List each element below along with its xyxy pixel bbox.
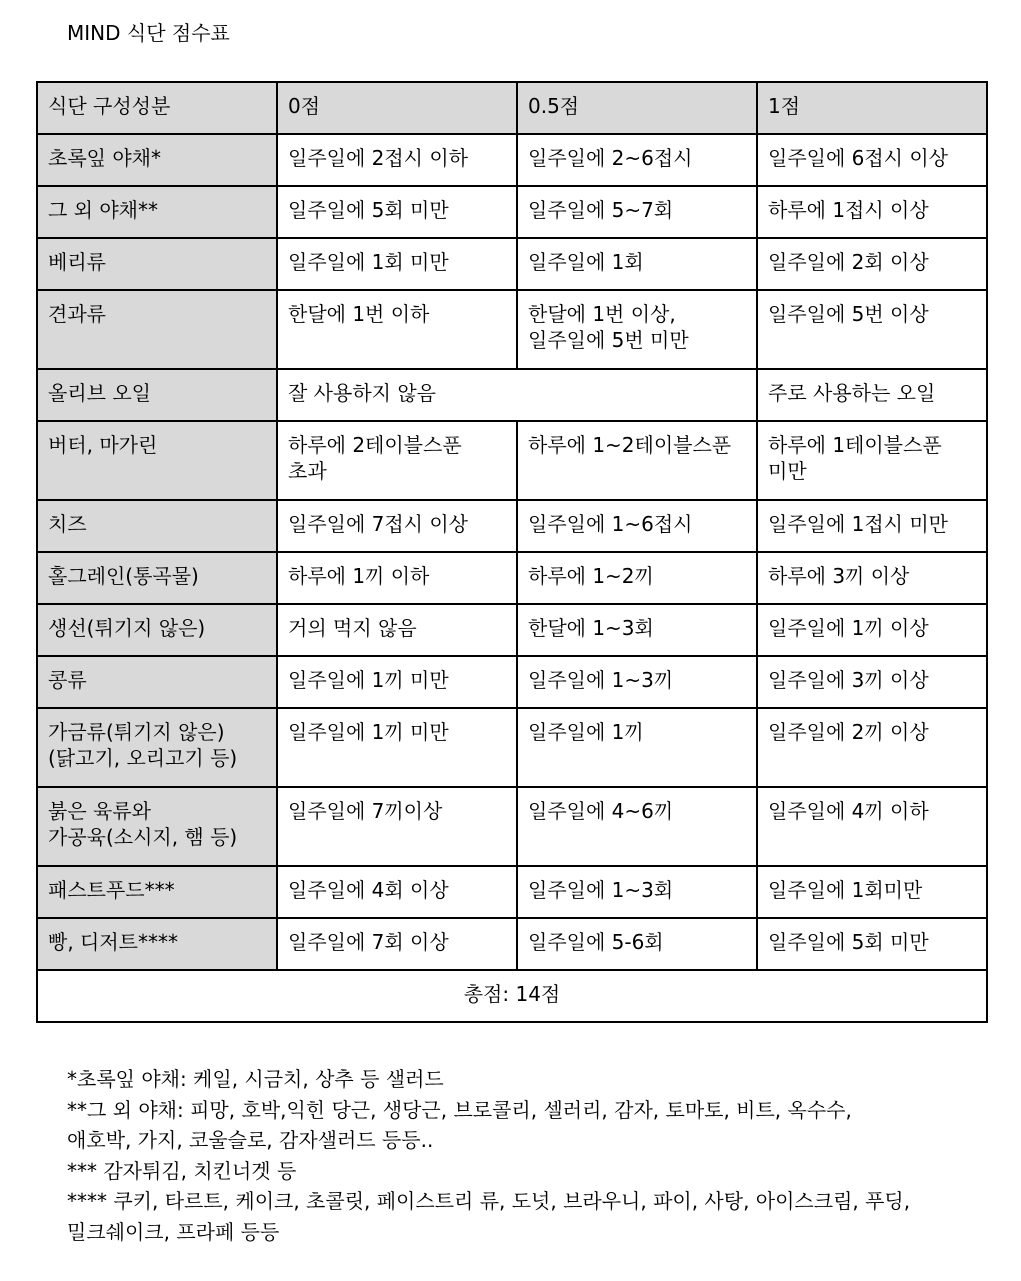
cell-text-line: 일주일에 1~3끼 <box>528 668 674 692</box>
score-05-cell <box>517 866 757 918</box>
table-row <box>37 787 987 866</box>
score-0-cell <box>277 290 517 369</box>
score-05-cell <box>517 290 757 369</box>
table-row <box>37 918 987 970</box>
cell-text-line: 가금류(튀기지 않은) <box>48 720 225 744</box>
score-0-cell <box>277 866 517 918</box>
cell-text-line: 베리류 <box>48 250 106 274</box>
diet-item-cell <box>37 369 277 421</box>
cell-text-line: 일주일에 1~3회 <box>528 878 674 902</box>
total-score-cell <box>37 970 987 1022</box>
cell-text-line: 치즈 <box>48 512 87 536</box>
score-0-cell <box>277 708 517 787</box>
table-body <box>37 82 987 1022</box>
score-05-cell <box>517 787 757 866</box>
cell-text-line: 하루에 2테이블스푼 <box>288 433 462 457</box>
score-05-cell <box>517 552 757 604</box>
cell-text-line: 일주일에 2~6접시 <box>528 146 693 170</box>
diet-item-cell <box>37 552 277 604</box>
score-1-cell <box>757 708 987 787</box>
cell-text-line: 미만 <box>768 459 807 483</box>
cell-text-line: 일주일에 7회 이상 <box>288 930 449 954</box>
total-row <box>37 970 987 1022</box>
score-1-cell <box>757 238 987 290</box>
score-05-cell <box>517 918 757 970</box>
cell-text-line: 가공육(소시지, 햄 등) <box>48 825 238 849</box>
score-1-cell <box>757 656 987 708</box>
cell-text-line: 생선(튀기지 않은) <box>48 616 206 640</box>
table-row <box>37 186 987 238</box>
cell-text-line: 버터, 마가린 <box>48 433 158 457</box>
table-row <box>37 708 987 787</box>
cell-text-line: 일주일에 5회 미만 <box>288 198 449 222</box>
score-1-cell <box>757 604 987 656</box>
cell-text-line: 일주일에 5회 미만 <box>768 930 929 954</box>
table-row <box>37 866 987 918</box>
score-1-cell <box>757 918 987 970</box>
cell-text-line: 일주일에 6접시 이상 <box>768 146 948 170</box>
score-05-cell <box>517 708 757 787</box>
cell-text-line: 총점: 14점 <box>463 982 561 1006</box>
score-0-05-merged-cell <box>277 369 757 421</box>
cell-text-line: 일주일에 1회 미만 <box>288 250 449 274</box>
document-title: MIND 식단 점수표 <box>67 21 230 45</box>
diet-item-cell <box>37 500 277 552</box>
cell-text-line: 하루에 1~2끼 <box>528 564 654 588</box>
score-0-cell <box>277 238 517 290</box>
diet-item-cell <box>37 186 277 238</box>
table-row <box>37 238 987 290</box>
cell-text-line: 초과 <box>288 459 327 483</box>
score-1-cell <box>757 500 987 552</box>
cell-text-line: 일주일에 7끼이상 <box>288 799 443 823</box>
cell-text-line: 일주일에 1끼 미만 <box>288 720 449 744</box>
table-row <box>37 552 987 604</box>
cell-text-line: 주로 사용하는 오일 <box>768 381 936 405</box>
cell-text-line: 하루에 3끼 이상 <box>768 564 910 588</box>
table-row <box>37 604 987 656</box>
header-cell-1pt: 1점 <box>757 82 987 134</box>
score-1-cell <box>757 866 987 918</box>
cell-text-line: 한달에 1~3회 <box>528 616 654 640</box>
score-05-cell <box>517 421 757 500</box>
cell-text-line: 초록잎 야채* <box>48 146 161 170</box>
cell-text-line: 그 외 야채** <box>48 198 158 222</box>
score-05-cell <box>517 238 757 290</box>
diet-item-cell <box>37 134 277 186</box>
footnote-line: **그 외 야채: 피망, 호박,익힌 당근, 생당근, 브로콜리, 셀러리, 감자, 토마토, 비트, 옥수수, <box>67 1097 852 1122</box>
cell-text-line: 홀그레인(통곡물) <box>48 564 199 588</box>
diet-item-cell <box>37 866 277 918</box>
score-1-cell <box>757 552 987 604</box>
score-1-cell <box>757 787 987 866</box>
score-0-cell <box>277 604 517 656</box>
footnote-line: *초록잎 야채: 케일, 시금치, 상추 등 샐러드 <box>67 1067 444 1091</box>
score-1-cell <box>757 134 987 186</box>
cell-text-line: 일주일에 2끼 이상 <box>768 720 929 744</box>
cell-text-line: 일주일에 2회 이상 <box>768 250 929 274</box>
cell-text-line: 일주일에 4회 이상 <box>288 878 449 902</box>
score-05-cell <box>517 656 757 708</box>
score-05-cell <box>517 186 757 238</box>
diet-item-cell <box>37 787 277 866</box>
diet-item-cell <box>37 656 277 708</box>
cell-text-line: 한달에 1번 이하 <box>288 302 430 326</box>
table-header-row <box>37 82 987 134</box>
diet-item-cell <box>37 918 277 970</box>
cell-text-line: 한달에 1번 이상, <box>528 302 676 326</box>
score-0-cell <box>277 134 517 186</box>
score-0-cell <box>277 918 517 970</box>
cell-text-line: 잘 사용하지 않음 <box>288 381 436 405</box>
cell-text-line: 콩류 <box>48 668 87 692</box>
score-0-cell <box>277 656 517 708</box>
score-05-cell <box>517 134 757 186</box>
score-0-cell <box>277 421 517 500</box>
table-row <box>37 421 987 500</box>
cell-text-line: 일주일에 5-6회 <box>528 930 664 954</box>
table-row <box>37 369 987 421</box>
header-cell-05pt: 0.5점 <box>517 82 757 134</box>
cell-text-line: 하루에 1~2테이블스푼 <box>528 433 732 457</box>
cell-text-line: 올리브 오일 <box>48 381 151 405</box>
score-0-cell <box>277 787 517 866</box>
cell-text-line: 일주일에 7접시 이상 <box>288 512 468 536</box>
cell-text-line: 빵, 디저트**** <box>48 930 178 954</box>
table-row <box>37 656 987 708</box>
footnote-line: 밀크쉐이크, 프라페 등등 <box>67 1219 280 1244</box>
diet-item-cell <box>37 604 277 656</box>
table-row <box>37 290 987 369</box>
cell-text-line: 일주일에 4끼 이하 <box>768 799 929 823</box>
table-row <box>37 134 987 186</box>
cell-text-line: 일주일에 1~6접시 <box>528 512 693 536</box>
table-row <box>37 500 987 552</box>
score-0-cell <box>277 500 517 552</box>
score-1-cell <box>757 290 987 369</box>
cell-text-line: 일주일에 5번 미만 <box>528 328 689 352</box>
cell-text-line: 패스트푸드*** <box>48 878 175 902</box>
score-1-cell <box>757 369 987 421</box>
cell-text-line: 일주일에 1끼 이상 <box>768 616 929 640</box>
cell-text-line: 일주일에 5번 이상 <box>768 302 929 326</box>
diet-item-cell <box>37 290 277 369</box>
cell-text-line: 일주일에 1회미만 <box>768 878 923 902</box>
score-0-cell <box>277 186 517 238</box>
cell-text-line: 일주일에 1끼 <box>528 720 644 744</box>
score-05-cell <box>517 604 757 656</box>
footnote-line: **** 쿠키, 타르트, 케이크, 초콜릿, 페이스트리 류, 도넛, 브라우니, 파이, 사탕, 아이스크림, 푸딩, <box>67 1189 911 1213</box>
cell-text-line: 일주일에 5~7회 <box>528 198 674 222</box>
cell-text-line: 일주일에 1끼 미만 <box>288 668 449 692</box>
cell-text-line: 하루에 1끼 이하 <box>288 564 430 588</box>
score-0-cell <box>277 552 517 604</box>
cell-text-line: 붉은 육류와 <box>48 799 151 823</box>
diet-item-cell <box>37 238 277 290</box>
cell-text-line: 일주일에 3끼 이상 <box>768 668 929 692</box>
cell-text-line: 하루에 1접시 이상 <box>768 198 929 222</box>
cell-text-line: 견과류 <box>48 302 106 326</box>
score-05-cell <box>517 500 757 552</box>
score-1-cell <box>757 186 987 238</box>
cell-text-line: 일주일에 1회 <box>528 250 644 274</box>
score-1-cell <box>757 421 987 500</box>
cell-text-line: 거의 먹지 않음 <box>288 616 417 640</box>
mind-diet-score-table <box>36 81 988 1023</box>
cell-text-line: 일주일에 4~6끼 <box>528 799 674 823</box>
cell-text-line: 일주일에 2접시 이하 <box>288 146 468 170</box>
cell-text-line: 하루에 1테이블스푼 <box>768 433 942 457</box>
cell-text-line: 일주일에 1접시 미만 <box>768 512 948 536</box>
header-cell-item: 식단 구성성분 <box>37 82 277 134</box>
footnotes <box>67 1064 987 1247</box>
footnote-line: *** 감자튀김, 치킨너겟 등 <box>67 1158 297 1183</box>
header-cell-0pt: 0점 <box>277 82 517 134</box>
cell-text-line: (닭고기, 오리고기 등) <box>48 746 238 770</box>
diet-item-cell <box>37 708 277 787</box>
footnote-line: 애호박, 가지, 코울슬로, 감자샐러드 등등.. <box>67 1128 434 1152</box>
diet-item-cell <box>37 421 277 500</box>
